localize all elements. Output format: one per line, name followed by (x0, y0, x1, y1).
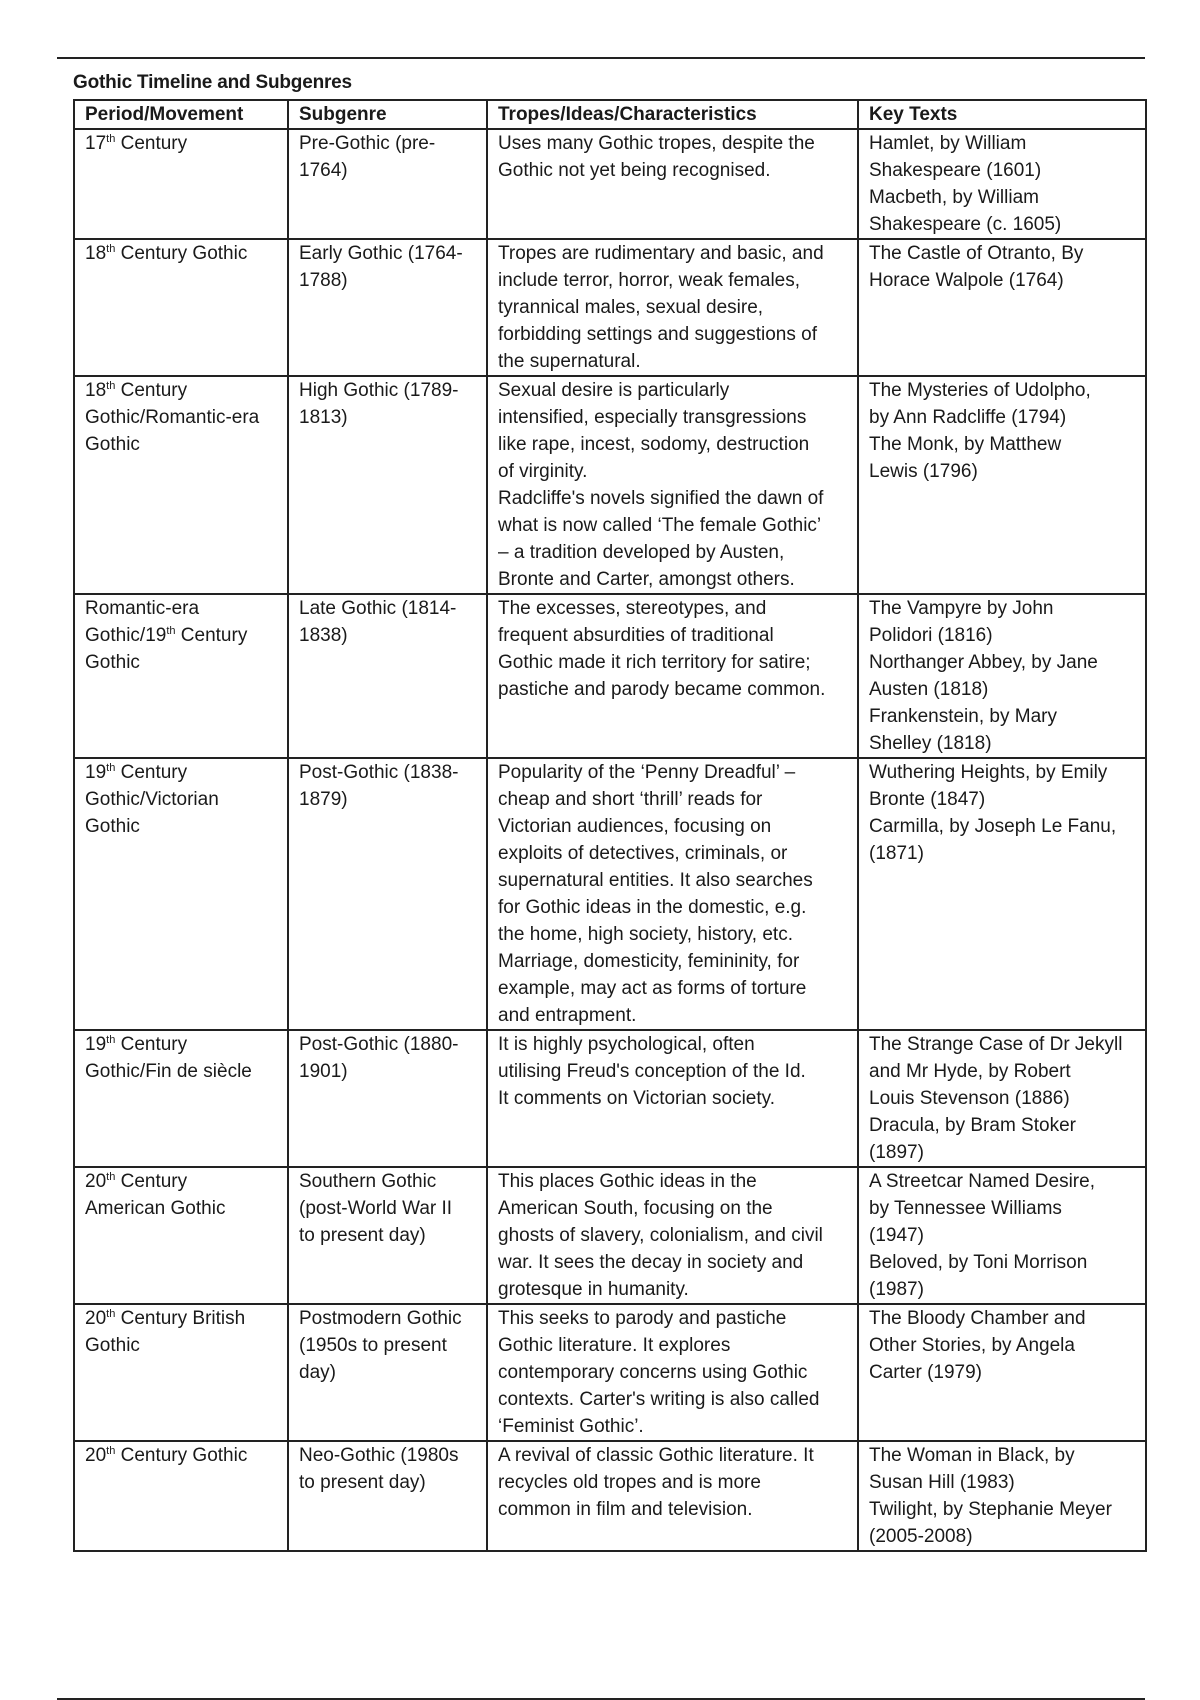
key-text-line: by Tennessee Williams (869, 1198, 1062, 1219)
key-text-line: (1987) (869, 1279, 924, 1300)
subgenre-line: Neo-Gothic (1980s (299, 1445, 459, 1466)
subgenre-line: Post-Gothic (1838- (299, 762, 459, 783)
tropes-line: ghosts of slavery, colonialism, and civil (498, 1225, 823, 1246)
tropes-line: and entrapment. (498, 1005, 637, 1026)
document-title: Gothic Timeline and Subgenres (73, 72, 352, 93)
key-texts-cell (858, 594, 1146, 758)
subgenre-line: (post-World War II (299, 1198, 453, 1219)
tropes-line: include terror, horror, weak females, (498, 270, 801, 291)
key-text-line: The Woman in Black, by (869, 1445, 1075, 1466)
tropes-cell (487, 1304, 858, 1441)
key-text-line: Horace Walpole (1764) (869, 270, 1064, 291)
subgenre-line: Early Gothic (1764- (299, 243, 463, 264)
gothic-timeline-table (73, 99, 1147, 1552)
table-row (74, 1030, 1146, 1167)
period-line: 20th Century Gothic (85, 1445, 248, 1466)
period-cell (74, 1441, 288, 1551)
key-text-line: Carmilla, by Joseph Le Fanu, (869, 816, 1117, 837)
period-cell (74, 594, 288, 758)
key-text-line: Other Stories, by Angela (869, 1335, 1075, 1356)
header-subgenre: Subgenre (288, 100, 487, 129)
tropes-cell (487, 1167, 858, 1304)
period-line: 20th Century British (85, 1308, 246, 1329)
key-text-line: Shakespeare (c. 1605) (869, 214, 1062, 235)
period-line: Gothic (85, 434, 140, 455)
key-text-line: The Bloody Chamber and (869, 1308, 1086, 1329)
key-text-line: Hamlet, by William (869, 133, 1027, 154)
subgenre-cell (288, 1441, 487, 1551)
subgenre-line: Pre-Gothic (pre- (299, 133, 436, 154)
key-texts-cell (858, 758, 1146, 1030)
key-text-line: Dracula, by Bram Stoker (869, 1115, 1076, 1136)
subgenre-line: 1764) (299, 160, 348, 181)
tropes-line: ‘Feminist Gothic’. (498, 1416, 644, 1437)
key-text-line: A Streetcar Named Desire, (869, 1171, 1095, 1192)
key-text-line: Macbeth, by William (869, 187, 1039, 208)
tropes-line: Gothic not yet being recognised. (498, 160, 771, 181)
key-text-line: Carter (1979) (869, 1362, 982, 1383)
subgenre-cell (288, 1167, 487, 1304)
tropes-cell (487, 129, 858, 239)
tropes-line: frequent absurdities of traditional (498, 625, 774, 646)
subgenre-line: to present day) (299, 1472, 426, 1493)
table-row (74, 129, 1146, 239)
tropes-line: war. It sees the decay in society and (498, 1252, 804, 1273)
tropes-line: like rape, incest, sodomy, destruction (498, 434, 810, 455)
subgenre-line: 1813) (299, 407, 348, 428)
key-texts-cell (858, 1167, 1146, 1304)
period-line: 19th Century (85, 762, 188, 783)
tropes-cell (487, 376, 858, 594)
tropes-line: example, may act as forms of torture (498, 978, 807, 999)
period-line: 19th Century (85, 1034, 188, 1055)
key-texts-cell (858, 1304, 1146, 1441)
key-text-line: Bronte (1847) (869, 789, 986, 810)
header-key-texts: Key Texts (858, 100, 1146, 129)
key-texts-cell (858, 129, 1146, 239)
key-texts-cell (858, 376, 1146, 594)
tropes-line: Gothic literature. It explores (498, 1335, 731, 1356)
tropes-line: utilising Freud's conception of the Id. (498, 1061, 806, 1082)
subgenre-line: Post-Gothic (1880- (299, 1034, 459, 1055)
table-row (74, 376, 1146, 594)
tropes-line: Gothic made it rich territory for satire; (498, 652, 811, 673)
tropes-line: A revival of classic Gothic literature. It (498, 1445, 814, 1466)
tropes-line: American South, focusing on the (498, 1198, 773, 1219)
tropes-cell (487, 1441, 858, 1551)
table-row (74, 1304, 1146, 1441)
table-row (74, 758, 1146, 1030)
tropes-line: contemporary concerns using Gothic (498, 1362, 808, 1383)
period-cell (74, 129, 288, 239)
tropes-line: exploits of detectives, criminals, or (498, 843, 788, 864)
tropes-line: Tropes are rudimentary and basic, and (498, 243, 824, 264)
subgenre-line: Postmodern Gothic (299, 1308, 462, 1329)
key-text-line: Austen (1818) (869, 679, 989, 700)
period-cell (74, 239, 288, 376)
table-row (74, 239, 1146, 376)
period-line: Gothic (85, 816, 140, 837)
subgenre-line: to present day) (299, 1225, 426, 1246)
header-tropes: Tropes/Ideas/Characteristics (487, 100, 858, 129)
tropes-line: Radcliffe's novels signified the dawn of (498, 488, 824, 509)
key-text-line: Polidori (1816) (869, 625, 993, 646)
tropes-line: tyrannical males, sexual desire, (498, 297, 764, 318)
period-cell (74, 758, 288, 1030)
key-texts-cell (858, 1441, 1146, 1551)
period-cell (74, 1167, 288, 1304)
tropes-line: Bronte and Carter, amongst others. (498, 569, 795, 590)
key-text-line: (1947) (869, 1225, 924, 1246)
subgenre-line: 1901) (299, 1061, 348, 1082)
period-cell (74, 1304, 288, 1441)
tropes-line: This places Gothic ideas in the (498, 1171, 757, 1192)
key-text-line: Northanger Abbey, by Jane (869, 652, 1098, 673)
tropes-line: pastiche and parody became common. (498, 679, 826, 700)
tropes-line: cheap and short ‘thrill’ reads for (498, 789, 763, 810)
subgenre-line: 1838) (299, 625, 348, 646)
key-text-line: Shakespeare (1601) (869, 160, 1042, 181)
tropes-line: grotesque in humanity. (498, 1279, 689, 1300)
key-texts-cell (858, 239, 1146, 376)
tropes-line: Popularity of the ‘Penny Dreadful’ – (498, 762, 796, 783)
key-text-line: (1897) (869, 1142, 924, 1163)
header-period: Period/Movement (74, 100, 288, 129)
subgenre-cell (288, 1030, 487, 1167)
key-text-line: Frankenstein, by Mary (869, 706, 1057, 727)
period-line: Gothic/19th Century (85, 625, 248, 646)
subgenre-cell (288, 758, 487, 1030)
subgenre-cell (288, 239, 487, 376)
key-text-line: Shelley (1818) (869, 733, 992, 754)
tropes-line: Sexual desire is particularly (498, 380, 730, 401)
subgenre-cell (288, 129, 487, 239)
key-text-line: by Ann Radcliffe (1794) (869, 407, 1067, 428)
tropes-cell (487, 239, 858, 376)
key-text-line: Wuthering Heights, by Emily (869, 762, 1108, 783)
key-text-line: Beloved, by Toni Morrison (869, 1252, 1088, 1273)
header-row (74, 100, 1146, 129)
tropes-line: recycles old tropes and is more (498, 1472, 761, 1493)
tropes-line: The excesses, stereotypes, and (498, 598, 767, 619)
tropes-line: the supernatural. (498, 351, 641, 372)
tropes-line: Victorian audiences, focusing on (498, 816, 772, 837)
tropes-line: It comments on Victorian society. (498, 1088, 776, 1109)
tropes-line: intensified, especially transgressions (498, 407, 807, 428)
period-line: 20th Century (85, 1171, 188, 1192)
subgenre-line: day) (299, 1362, 336, 1383)
key-text-line: Susan Hill (1983) (869, 1472, 1015, 1493)
subgenre-cell (288, 1304, 487, 1441)
tropes-line: of virginity. (498, 461, 588, 482)
tropes-cell (487, 1030, 858, 1167)
subgenre-line: 1788) (299, 270, 348, 291)
period-cell (74, 1030, 288, 1167)
table-row (74, 1167, 1146, 1304)
table-row (74, 1441, 1146, 1551)
period-cell (74, 376, 288, 594)
tropes-line: for Gothic ideas in the domestic, e.g. (498, 897, 807, 918)
key-text-line: The Castle of Otranto, By (869, 243, 1084, 264)
tropes-line: the home, high society, history, etc. (498, 924, 793, 945)
tropes-line: Marriage, domesticity, femininity, for (498, 951, 800, 972)
tropes-line: It is highly psychological, often (498, 1034, 755, 1055)
key-texts-cell (858, 1030, 1146, 1167)
tropes-line: what is now called ‘The female Gothic’ (498, 515, 822, 536)
key-text-line: Twilight, by Stephanie Meyer (869, 1499, 1112, 1520)
tropes-line: forbidding settings and suggestions of (498, 324, 817, 345)
tropes-line: – a tradition developed by Austen, (498, 542, 785, 563)
key-text-line: Lewis (1796) (869, 461, 978, 482)
period-line: Gothic/Romantic-era (85, 407, 260, 428)
key-text-line: The Vampyre by John (869, 598, 1054, 619)
tropes-line: supernatural entities. It also searches (498, 870, 813, 891)
tropes-line: common in film and television. (498, 1499, 753, 1520)
period-line: Gothic (85, 1335, 140, 1356)
subgenre-line: (1950s to present (299, 1335, 447, 1356)
key-text-line: (2005-2008) (869, 1526, 973, 1547)
key-text-line: Louis Stevenson (1886) (869, 1088, 1070, 1109)
subgenre-line: Southern Gothic (299, 1171, 437, 1192)
key-text-line: and Mr Hyde, by Robert (869, 1061, 1071, 1082)
period-line: Romantic-era (85, 598, 200, 619)
period-line: Gothic/Fin de siècle (85, 1061, 252, 1082)
tropes-cell (487, 758, 858, 1030)
subgenre-cell (288, 376, 487, 594)
key-text-line: The Strange Case of Dr Jekyll (869, 1034, 1123, 1055)
subgenre-cell (288, 594, 487, 758)
period-line: Gothic/Victorian (85, 789, 219, 810)
period-line: American Gothic (85, 1198, 226, 1219)
tropes-line: contexts. Carter's writing is also called (498, 1389, 820, 1410)
subgenre-line: Late Gothic (1814- (299, 598, 457, 619)
period-line: Gothic (85, 652, 140, 673)
subgenre-line: 1879) (299, 789, 348, 810)
tropes-cell (487, 594, 858, 758)
key-text-line: The Mysteries of Udolpho, (869, 380, 1091, 401)
top-rule (57, 57, 1145, 59)
tropes-line: This seeks to parody and pastiche (498, 1308, 787, 1329)
period-line: 17th Century (85, 133, 188, 154)
subgenre-line: High Gothic (1789- (299, 380, 459, 401)
key-text-line: The Monk, by Matthew (869, 434, 1062, 455)
period-line: 18th Century Gothic (85, 243, 248, 264)
key-text-line: (1871) (869, 843, 924, 864)
table-row (74, 594, 1146, 758)
period-line: 18th Century (85, 380, 188, 401)
tropes-line: Uses many Gothic tropes, despite the (498, 133, 815, 154)
